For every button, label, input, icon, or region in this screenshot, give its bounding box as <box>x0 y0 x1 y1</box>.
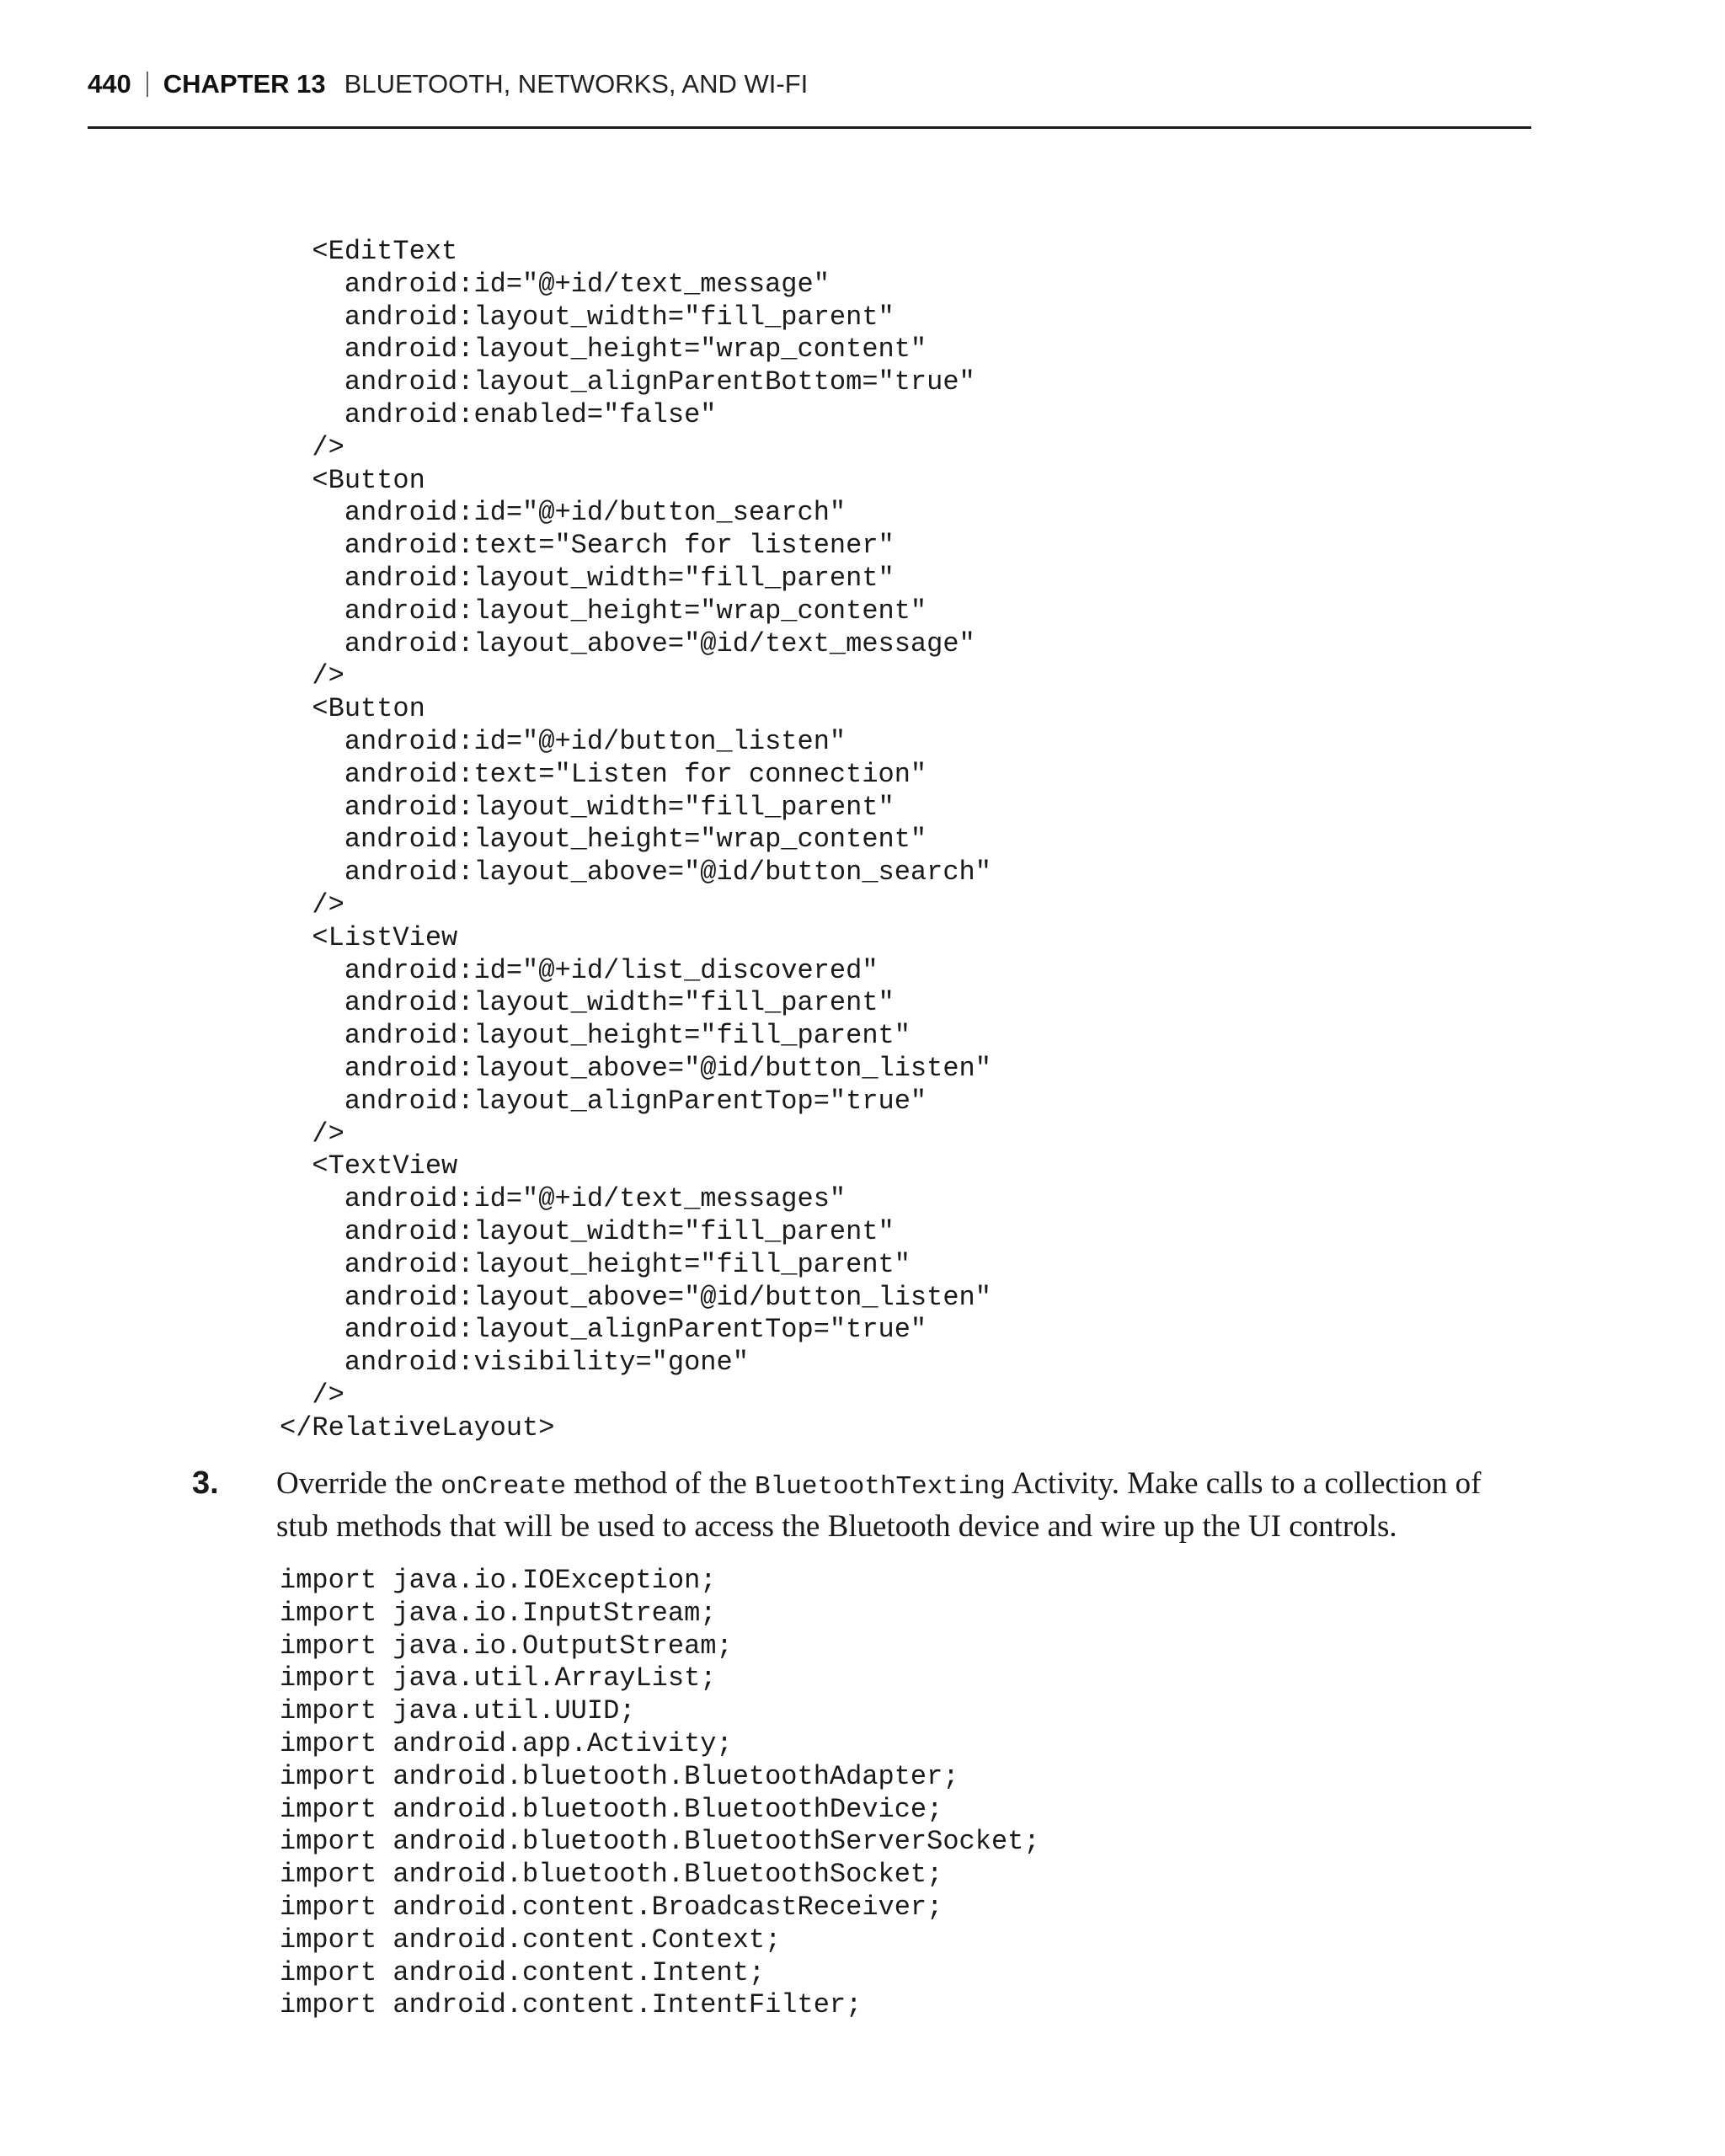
code-line: import android.bluetooth.BluetoothServerSocket; <box>280 1826 1040 1858</box>
java-code-block <box>280 1565 1040 2022</box>
code-line: android:layout_width="fill_parent" <box>280 987 895 1019</box>
code-line: import android.content.IntentFilter; <box>280 1989 862 2021</box>
code-line: android:layout_width="fill_parent" <box>280 1215 895 1247</box>
code-line: import android.bluetooth.BluetoothSocket; <box>280 1859 943 1891</box>
code-line: android:layout_alignParentBottom="true" <box>280 366 975 398</box>
code-line: android:layout_height="fill_parent" <box>280 1248 911 1280</box>
code-line: <TextView <box>280 1150 458 1182</box>
code-line: android:text="Search for listener" <box>280 530 895 562</box>
code-line: android:text="Listen for connection" <box>280 758 927 790</box>
step-text <box>276 1464 1540 1546</box>
code-line: android:layout_width="fill_parent" <box>280 791 895 823</box>
inline-code-oncreate: onCreate <box>441 1472 567 1502</box>
code-line: android:visibility="gone" <box>280 1347 749 1379</box>
code-line: android:id="@+id/text_message" <box>280 268 830 300</box>
chapter-label: CHAPTER 13 <box>163 69 326 99</box>
code-line: android:id="@+id/text_messages" <box>280 1183 846 1215</box>
code-line: <Button <box>280 693 425 725</box>
code-line: android:layout_alignParentTop="true" <box>280 1314 927 1346</box>
code-line: android:id="@+id/button_listen" <box>280 725 846 757</box>
inline-code-bluetoothtexting: BluetoothTexting <box>755 1472 1006 1502</box>
code-line: import java.util.UUID; <box>280 1695 636 1727</box>
code-line: android:id="@+id/button_search" <box>280 497 846 529</box>
code-line: android:layout_above="@id/button_search" <box>280 857 991 889</box>
code-line: android:layout_width="fill_parent" <box>280 301 895 333</box>
running-header <box>88 66 1530 103</box>
code-line: android:layout_above="@id/button_listen" <box>280 1052 991 1084</box>
code-line: /> <box>280 431 344 463</box>
code-line: <EditText <box>280 236 458 267</box>
code-line: /> <box>280 1379 344 1411</box>
code-line: android:layout_height="wrap_content" <box>280 595 927 627</box>
header-rule <box>88 126 1531 129</box>
code-line: <ListView <box>280 921 458 953</box>
code-line: /> <box>280 889 344 921</box>
code-line: import java.io.IOException; <box>280 1565 717 1596</box>
code-line: android:enabled="false" <box>280 398 717 430</box>
code-line: android:layout_height="fill_parent" <box>280 1020 911 1052</box>
code-line: import java.util.ArrayList; <box>280 1662 717 1694</box>
code-line: import android.bluetooth.BluetoothAdapter; <box>280 1760 959 1792</box>
code-line: /> <box>280 1118 344 1150</box>
code-line: android:layout_height="wrap_content" <box>280 334 927 366</box>
code-line: import java.io.OutputStream; <box>280 1630 733 1662</box>
step-text-part: Activity. Make calls to a collection of stub methods that will be used to access the Bluetooth device and wire up the UI controls. <box>276 1466 1482 1544</box>
code-line: /> <box>280 660 344 692</box>
xml-code-block <box>280 236 991 1444</box>
code-line: import android.content.Context; <box>280 1924 782 1956</box>
page-number: 440 <box>88 69 131 99</box>
step-text-part: Override the <box>276 1466 441 1501</box>
code-line: <Button <box>280 464 425 496</box>
code-line: android:layout_width="fill_parent" <box>280 562 895 594</box>
step-number: 3. <box>192 1465 219 1501</box>
code-line: import java.io.InputStream; <box>280 1597 717 1629</box>
step-text-part: method of the <box>566 1466 756 1501</box>
code-line: import android.content.Intent; <box>280 1956 766 1988</box>
code-line: android:layout_height="wrap_content" <box>280 824 927 856</box>
code-line: android:id="@+id/list_discovered" <box>280 954 879 986</box>
step-3 <box>192 1464 1540 1546</box>
code-line: </RelativeLayout> <box>280 1412 555 1444</box>
code-line: android:layout_alignParentTop="true" <box>280 1085 927 1117</box>
code-line: android:layout_above="@id/button_listen" <box>280 1281 991 1313</box>
code-line: import android.bluetooth.BluetoothDevice; <box>280 1793 943 1825</box>
chapter-title: BLUETOOTH, NETWORKS, AND WI-FI <box>344 69 809 99</box>
code-line: import android.app.Activity; <box>280 1727 733 1759</box>
header-separator <box>147 72 148 97</box>
code-line: import android.content.BroadcastReceiver; <box>280 1891 943 1923</box>
code-line: android:layout_above="@id/text_message" <box>280 627 975 659</box>
